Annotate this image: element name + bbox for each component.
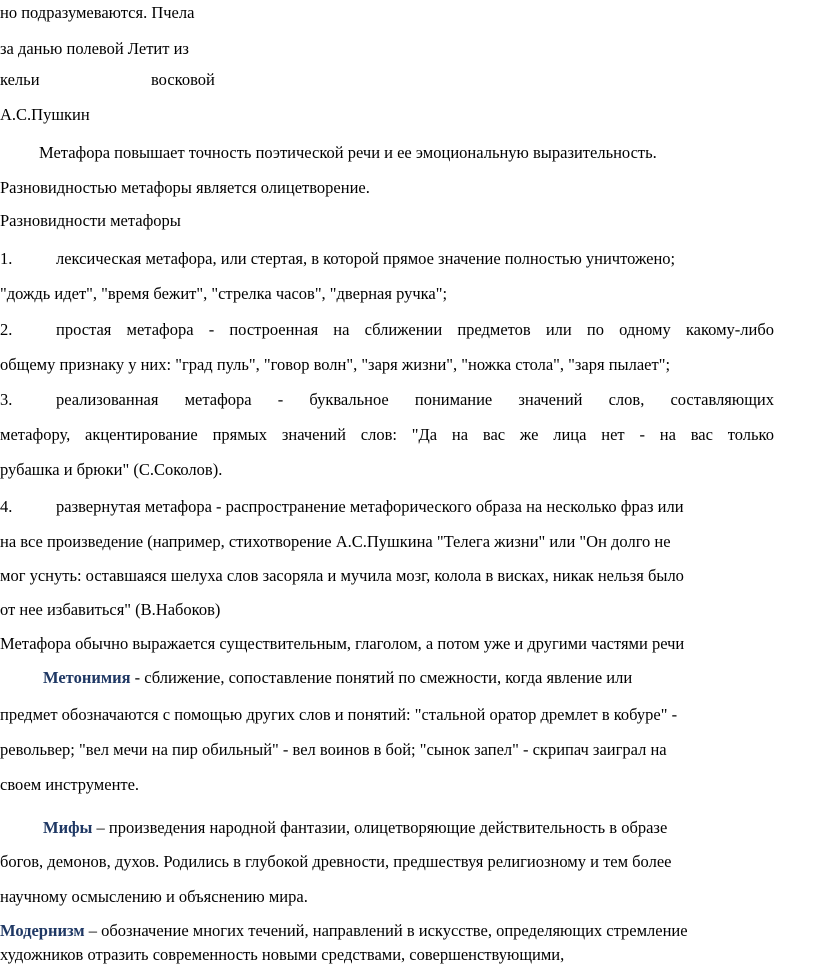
paragraph-line: револьвер; "вел мечи на пир обильный" - вел воинов в бой; "сынок запел" - скрипач заиграл на bbox=[0, 740, 667, 759]
definition-text: – обозначение многих течений, направлений в искусстве, определяющих стремление bbox=[88, 921, 688, 940]
list-number: 3. bbox=[0, 390, 13, 409]
section-heading: Разновидности метафоры bbox=[0, 211, 181, 230]
definition-text: – произведения народной фантазии, олицетворяющие действительность в образе bbox=[96, 818, 668, 837]
poem-line-end: восковой bbox=[151, 70, 215, 89]
poem-line: но подразумеваются. Пчела bbox=[0, 3, 195, 22]
paragraph-line: художников отразить современность новыми средствами, совершенствующими, bbox=[0, 945, 565, 964]
metonymy-paragraph-first-line bbox=[43, 668, 632, 688]
list-number: 1. bbox=[0, 249, 13, 268]
poem-line-start: кельи bbox=[0, 70, 40, 89]
paragraph: Метафора повышает точность поэтической речи и ее эмоциональную выразительность. bbox=[39, 143, 657, 162]
list-number: 2. bbox=[0, 320, 13, 339]
modernism-paragraph-first-line bbox=[0, 921, 688, 941]
list-item-text: метафору, акцентирование прямых значений слов: "Да на вас же лица нет - на вас только bbox=[0, 425, 774, 444]
list-item-text: мог уснуть: оставшаяся шелуха слов засоряла и мучила мозг, колола в висках, никак нельзя было bbox=[0, 566, 684, 585]
list-item-text: развернутая метафора - распространение метафорического образа на несколько фраз или bbox=[56, 497, 684, 516]
list-item-text: общему признаку у них: "град пуль", "говор волн", "заря жизни", "ножка стола", "заря пылает"; bbox=[0, 355, 671, 374]
term-myths: Мифы bbox=[43, 818, 93, 837]
paragraph-line: предмет обозначаются с помощью других слов и понятий: "стальной оратор дремлет в кобуре" - bbox=[0, 705, 678, 724]
term-modernism: Модернизм bbox=[0, 921, 85, 940]
paragraph: Разновидностью метафоры является олицетворение. bbox=[0, 178, 370, 197]
list-item-text: "дождь идет", "время бежит", "стрелка часов", "дверная ручка"; bbox=[0, 284, 448, 303]
paragraph-line: богов, демонов, духов. Родились в глубокой древности, предшествуя религиозному и тем более bbox=[0, 852, 672, 871]
poem-line: за данью полевой Летит из bbox=[0, 39, 189, 58]
list-item-text: рубашка и брюки" (С.Соколов). bbox=[0, 460, 223, 479]
list-number: 4. bbox=[0, 497, 13, 516]
paragraph-line: научному осмыслению и объяснению мира. bbox=[0, 887, 308, 906]
poem-author: А.С.Пушкин bbox=[0, 105, 90, 124]
myths-paragraph-first-line bbox=[43, 818, 667, 838]
term-metonymy: Метонимия bbox=[43, 668, 131, 687]
paragraph: Метафора обычно выражается существительным, глаголом, а потом уже и другими частями речи bbox=[0, 634, 685, 653]
paragraph-line: своем инструменте. bbox=[0, 775, 140, 794]
list-item-text: от нее избавиться" (В.Набоков) bbox=[0, 600, 221, 619]
list-item-text: на все произведение (например, стихотворение А.С.Пушкина "Телега жизни" или "Он долго не bbox=[0, 532, 671, 551]
list-item-text: лексическая метафора, или стертая, в которой прямое значение полностью уничтожено; bbox=[56, 249, 676, 268]
definition-text: - сближение, сопоставление понятий по смежности, когда явление или bbox=[134, 668, 633, 687]
list-item-text: простая метафора - построенная на сближении предметов или по одному какому-либо bbox=[56, 320, 774, 339]
list-item-text: реализованная метафора - буквальное понимание значений слов, составляющих bbox=[56, 390, 774, 409]
